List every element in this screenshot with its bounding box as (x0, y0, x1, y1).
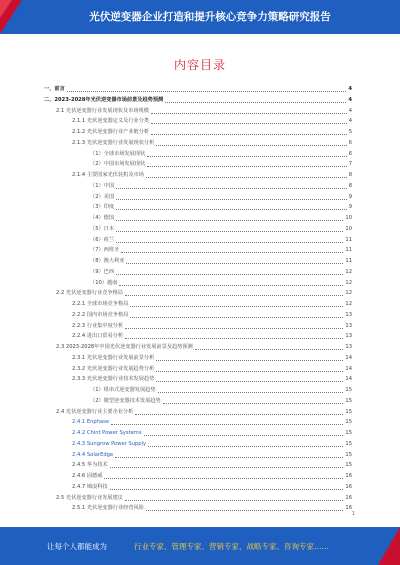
toc-entry[interactable] (90, 149, 352, 160)
toc-entry-label: 2.4 光伏逆变器行业主要企业分析 (56, 408, 134, 415)
toc-entry-label: 2.2 光伏逆变器行业竞争格局 (56, 290, 123, 297)
toc-entry-page: 15 (345, 397, 352, 404)
toc-entry-label: （2）中国市场发展现状 (90, 161, 146, 168)
toc-entry-label: 2.5 光伏逆变器行业发展建议 (56, 494, 123, 501)
toc-leader-dots (121, 252, 343, 253)
toc-entry-label: 2.4.2 Chint Power Systems (72, 430, 142, 436)
toc-entry-page: 13 (345, 344, 352, 350)
toc-entry-label: 2.4.6 固德威 (72, 473, 103, 479)
toc-entry-label: 2.1.4 主要国家光伏装机及市场 (72, 172, 144, 178)
toc-leader-dots (151, 134, 347, 135)
toc-leader-dots (110, 489, 344, 490)
toc-leader-dots (67, 91, 347, 92)
toc-entry-label: 2.1.3 光伏逆变器行业发展现状分析 (72, 139, 155, 146)
toc-entry[interactable] (90, 235, 352, 246)
toc-entry-page: 13 (345, 311, 352, 318)
toc-leader-dots (156, 145, 346, 146)
toc-entry-label: 2.3 2023-2028年中国光伏逆变器行业发展前景及趋势预测 (56, 344, 193, 350)
toc-entry-label: （9）巴西 (90, 268, 115, 275)
header-pink-accent (0, 0, 12, 18)
toc-entry[interactable] (90, 159, 352, 170)
toc-entry-page: 6 (348, 139, 352, 146)
toc-entry-page: 11 (345, 247, 352, 254)
toc-entry-page: 14 (345, 365, 352, 372)
toc-leader-dots (116, 188, 347, 189)
toc-entry[interactable] (72, 116, 352, 127)
toc-entry-label: 2.5.1 光伏逆变器行业经营风险 (72, 505, 144, 512)
toc-entry-page: 14 (345, 354, 352, 361)
toc-entry-page: 7 (348, 161, 352, 168)
toc-leader-dots (156, 371, 343, 372)
toc-entry-page: 4 (348, 118, 352, 125)
toc-entry[interactable] (72, 353, 352, 364)
toc-entry[interactable] (56, 106, 352, 117)
toc-leader-dots (116, 199, 347, 200)
toc-entry-label: （2）美国 (90, 193, 115, 200)
toc-leader-dots (165, 102, 346, 103)
toc-entry-label: 2.4.1 Enphase (72, 419, 110, 426)
toc-entry[interactable] (56, 407, 352, 418)
toc-entry-page: 15 (345, 387, 352, 393)
toc-entry-page: 13 (345, 333, 352, 340)
toc-entry[interactable] (72, 503, 352, 514)
toc-entry-page: 14 (345, 376, 352, 383)
toc-entry[interactable] (90, 202, 352, 213)
toc-entry-page: 8 (348, 182, 352, 189)
toc-leader-dots (156, 381, 343, 382)
toc-entry-page: 16 (345, 483, 352, 490)
toc-leader-dots (110, 467, 344, 468)
toc-entry[interactable] (90, 192, 352, 203)
toc-entry[interactable] (72, 374, 352, 385)
toc-leader-dots (144, 435, 344, 436)
toc-leader-dots (125, 328, 343, 329)
toc-entry-label: 2.2.4 进出口贸易分析 (72, 333, 124, 340)
toc-entry-page: 4 (348, 107, 352, 114)
toc-leader-dots (111, 424, 343, 425)
toc-leader-dots (146, 510, 343, 511)
toc-entry[interactable] (44, 84, 352, 95)
toc-entry[interactable] (72, 471, 352, 482)
toc-entry-label: 2.3.3 光伏逆变器行业技术发展趋势 (72, 376, 155, 383)
footer-bar (0, 527, 400, 565)
toc-entry-label: （1）全球市场发展现状 (90, 150, 146, 157)
toc-leader-dots (147, 156, 347, 157)
report-header-bar (0, 0, 400, 34)
toc-entry[interactable] (72, 127, 352, 138)
toc-entry-page: 12 (345, 301, 352, 307)
toc-leader-dots (116, 209, 347, 210)
toc-entry-label: （3）印度 (90, 204, 115, 211)
report-title: 光伏逆变器企业打造和提升核心竞争力策略研究报告 (89, 11, 331, 23)
toc-entry[interactable] (72, 482, 352, 493)
toc-leader-dots (130, 306, 343, 307)
toc-entry-page: 15 (345, 419, 352, 426)
toc-entry-label: （4）德国 (90, 215, 115, 221)
page-number: 1 (351, 511, 355, 517)
toc-heading: 内容目录 (173, 58, 226, 72)
toc-entry-label: （6）荷兰 (90, 236, 115, 243)
footer-roles: 行业专家、管理专家、营销专家、战略专家、咨询专家…… (134, 542, 329, 551)
toc-entry-label: 2.1.2 光伏逆变器行业产业链分析 (72, 129, 150, 135)
footer-slogan: 让每个人都能成为 (47, 542, 107, 551)
toc-entry-label: （7）西班牙 (90, 247, 120, 254)
toc-entry[interactable] (72, 417, 352, 428)
toc-entry[interactable] (72, 364, 352, 375)
toc-entry-label: 2.2.2 国内市场竞争格局 (72, 311, 129, 318)
toc-leader-dots (119, 285, 343, 286)
toc-entry-page: 15 (345, 462, 352, 469)
toc-entry[interactable] (90, 267, 352, 278)
toc-entry-label: 2.2.3 行业集中度分析 (72, 322, 124, 329)
toc-entry-label: 2.4.4 SolarEdge (72, 451, 114, 458)
toc-entry[interactable] (72, 460, 352, 471)
toc-leader-dots (126, 263, 343, 264)
toc-entry-page: 10 (345, 215, 352, 221)
toc-entry-label: 2.1.1 光伏逆变器定义及行业分类 (72, 118, 150, 125)
toc-entry-page: 11 (345, 258, 352, 264)
toc-entry-label: 2.3.1 光伏逆变器行业发展前景分析 (72, 354, 155, 361)
toc-leader-dots (125, 338, 343, 339)
toc-entry-label: 2.3.2 光伏逆变器行业发展趋势分析 (72, 365, 155, 372)
toc-entry-label: （10）越南 (90, 279, 118, 286)
toc-entry-page: 16 (345, 494, 352, 501)
toc-entry[interactable] (72, 299, 352, 310)
toc-entry-label: （2）微型逆变器技术发展趋势 (90, 397, 161, 404)
toc-entry[interactable] (90, 385, 352, 396)
toc-entry[interactable] (44, 95, 352, 106)
toc-leader-dots (195, 349, 344, 350)
toc-leader-dots (116, 231, 343, 232)
toc-entry[interactable] (72, 439, 352, 450)
toc-entry-label: 2.4.5 华为技术 (72, 462, 108, 469)
toc-entry-page: 9 (348, 204, 352, 211)
toc-entry[interactable] (90, 213, 352, 224)
toc-entry[interactable] (72, 331, 352, 342)
toc-entry[interactable] (90, 256, 352, 267)
toc-leader-dots (151, 113, 347, 114)
toc-entry-page: 9 (348, 193, 352, 200)
toc-entry-page: 4 (348, 96, 352, 103)
toc-entry-page: 16 (345, 505, 352, 512)
toc-leader-dots (163, 403, 344, 404)
footer-red-accent (378, 527, 400, 565)
toc-entry-page: 5 (348, 129, 352, 135)
toc-entry[interactable] (90, 181, 352, 192)
toc-entry-page: 12 (345, 290, 352, 297)
toc-entry[interactable] (72, 170, 352, 181)
toc-entry-page: 15 (345, 430, 352, 436)
toc-entry[interactable] (56, 342, 352, 353)
toc-entry[interactable] (90, 245, 352, 256)
toc-leader-dots (147, 166, 347, 167)
toc-entry[interactable] (56, 288, 352, 299)
toc-entry-label: 二、2023-2028年光伏逆变器市场前景及趋势预测 (44, 96, 164, 103)
toc-leader-dots (104, 478, 343, 479)
toc-entry-page: 16 (345, 473, 352, 479)
toc-entry-label: 2.4.7 锦浪科技 (72, 483, 108, 490)
toc-entry[interactable] (72, 321, 352, 332)
toc-entry-page: 4 (348, 86, 352, 92)
toc-leader-dots (158, 392, 344, 393)
toc-entry-label: 2.2.1 全球市场竞争格局 (72, 301, 129, 307)
toc-entry-page: 12 (345, 279, 352, 286)
toc-entry[interactable] (72, 310, 352, 321)
toc-leader-dots (146, 177, 347, 178)
toc-leader-dots (148, 446, 343, 447)
toc-leader-dots (115, 457, 343, 458)
toc-entry-label: 2.4.3 Sungrow Power Supply (72, 440, 147, 447)
toc-entry-page: 12 (345, 268, 352, 275)
toc-leader-dots (156, 360, 343, 361)
toc-leader-dots (116, 274, 343, 275)
toc-entry-label: （1）中国 (90, 182, 115, 189)
toc-entry[interactable] (90, 396, 352, 407)
toc-leader-dots (125, 500, 343, 501)
toc-entry-label: 一、前言 (44, 86, 65, 92)
toc-entry[interactable] (72, 428, 352, 439)
toc-entry[interactable] (72, 450, 352, 461)
toc-entry-label: （1）组串式逆变器发展趋势 (90, 387, 156, 393)
toc-leader-dots (116, 220, 343, 221)
toc-entry-label: （5）日本 (90, 225, 115, 232)
toc-entry-page: 11 (345, 236, 352, 243)
toc-entry-page: 8 (348, 172, 352, 178)
toc-entry-page: 15 (345, 408, 352, 415)
toc-entry-page: 15 (345, 451, 352, 458)
toc-leader-dots (135, 414, 343, 415)
toc-entry[interactable] (72, 138, 352, 149)
toc-leader-dots (125, 295, 343, 296)
toc-entry-page: 15 (345, 440, 352, 447)
toc-entry-label: 2.1 光伏逆变器行业发展现状及市场规模 (56, 107, 149, 114)
toc-leader-dots (116, 242, 343, 243)
toc-entry-label: （8）澳大利亚 (90, 258, 125, 264)
toc-entry[interactable] (56, 493, 352, 504)
toc-entry-page: 13 (345, 322, 352, 329)
toc-entry-page: 10 (345, 225, 352, 232)
toc-leader-dots (130, 317, 343, 318)
toc-entry[interactable] (90, 224, 352, 235)
toc-entry-page: 6 (348, 150, 352, 157)
toc-entry[interactable] (90, 278, 352, 289)
toc-leader-dots (151, 123, 347, 124)
